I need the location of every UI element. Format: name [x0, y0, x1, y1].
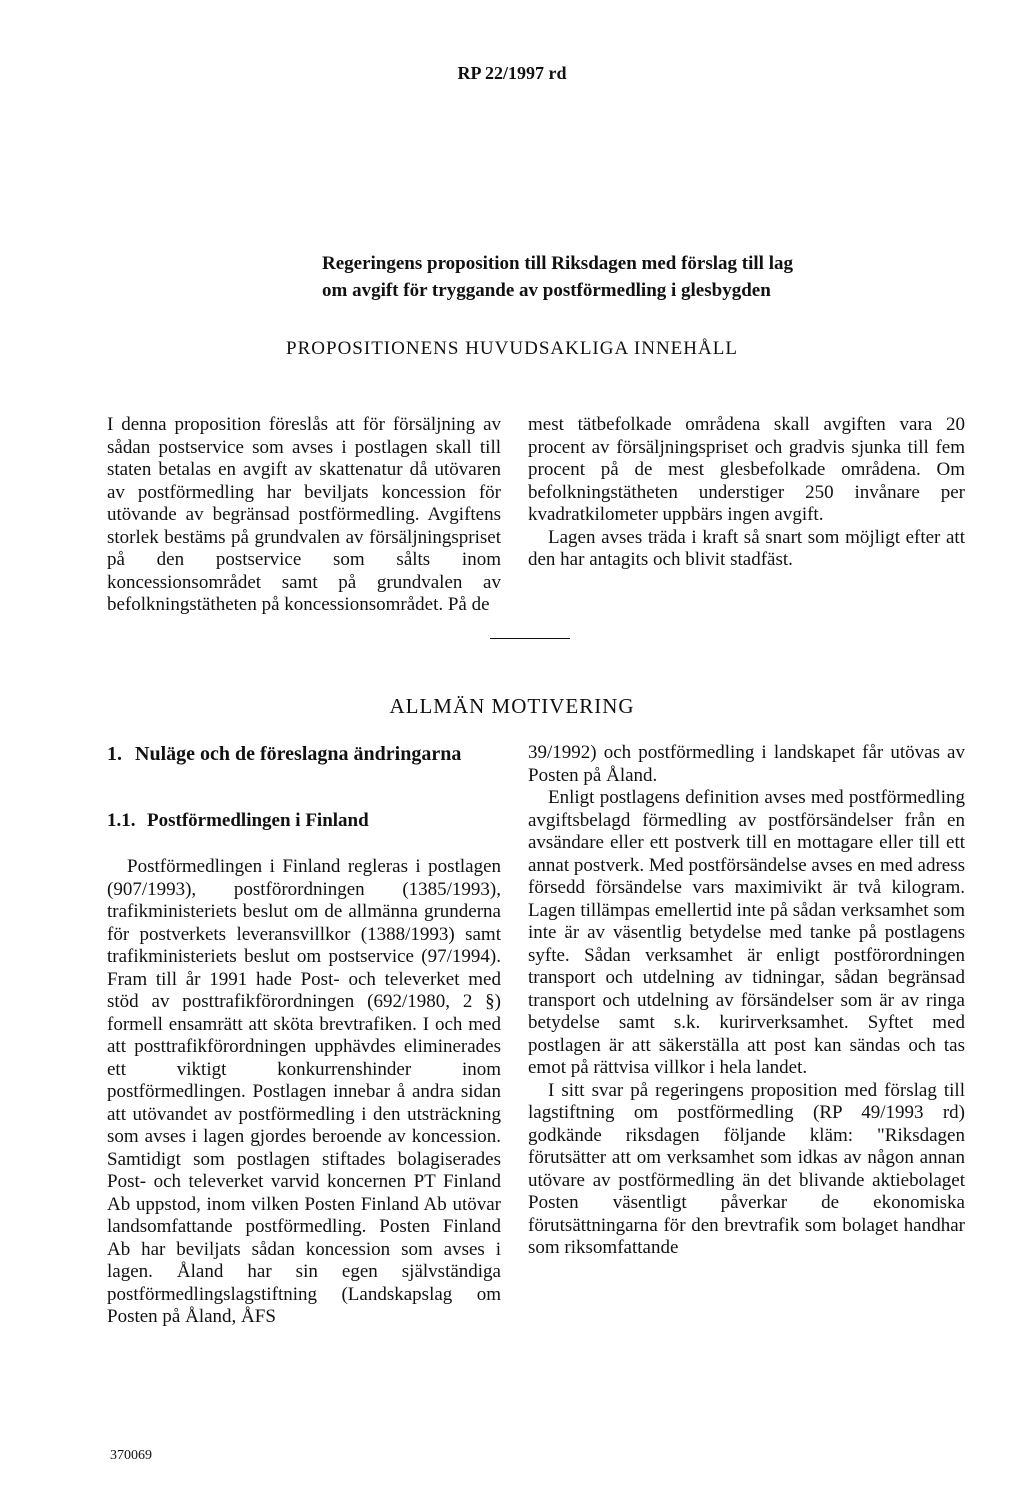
footer-print-code: 370069	[110, 1448, 152, 1463]
section-number: 1.1.	[107, 810, 136, 831]
summary-paragraph: Lagen avses träda i kraft så snart som möjligt efter att den har antagits och blivit stadfäst.	[528, 526, 965, 570]
summary-left-column	[107, 414, 501, 617]
title-line-2: om avgift för tryggande av postförmedling i glesbygden	[322, 280, 771, 301]
motivation-heading: ALLMÄN MOTIVERING	[389, 694, 635, 718]
summary-paragraph: I denna proposition föreslås att för försäljning av sådan postservice som avses i postlagen skall till staten betalas en avgift av skattenatur då utövaren av postförmedling har beviljats koncession för utövande av begränsad postförmedling. Avgiftens storlek bestäms på grundvalen av försäljningspriset på den postservice som sålts inom koncessionsområdet samt på grundvalen av befolkningstätheten på koncessionsområdet. På de	[107, 414, 501, 615]
document-number: RP 22/1997 rd	[457, 63, 567, 83]
section-1-1-heading	[107, 810, 501, 832]
summary-heading: PROPOSITIONENS HUVUDSAKLIGA INNEHÅLL	[286, 338, 738, 359]
section-title: Postförmedlingen i Finland	[147, 810, 369, 831]
body-paragraph: Enligt postlagens definition avses med postförmedling avgiftsbelagd förmedling av postförsändelser från en avsändare eller ett postverk till en mottagare eller till ett annat postverk. Med postförsändelse avses en med adress försedd försändelse vars maximivikt är två kilogram. Lagen tillämpas emellertid inte på sådan verksamhet som inte är av väsentlig betydelse med tanke på postlagens syfte. Sådan verksamhet är enligt postförordningen transport och utdelning av tidningar, sådan begränsad transport och utdelning av försändelser som är av ringa betydelse samt s.k. kurirverksamhet. Syftet med postlagen är att säkerställa att post kan sändas och tas emot på rättvisa villkor i hela landet.	[528, 787, 965, 1078]
body-paragraph: I sitt svar på regeringens proposition med förslag till lagstiftning om postförmedling (RP 49/1993 rd) godkände riksdagen följande kläm: "Riksdagen förutsätter att om verksamhet som idkas av någon annan utövare av postförmedling än det blivande aktiebolaget Posten väsentligt påverkar de ekonomiska förutsättningarna för den brevtrafik som bolaget handhar som riksomfattande	[528, 1079, 965, 1258]
body-right-column	[528, 742, 965, 1260]
body-paragraph: 39/1992) och postförmedling i landskapet får utövas av Posten på Åland.	[528, 742, 965, 786]
section-1-heading	[107, 742, 501, 766]
summary-paragraph: mest tätbefolkade områdena skall avgiften vara 20 procent av försäljningspriset och gradvis sjunka till fem procent på de mest glesbefolkade områdena. Om befolkningstätheten understiger 250 invånare per kvadratkilometer uppbärs ingen avgift.	[528, 414, 965, 525]
section-divider	[490, 638, 570, 639]
proposition-title	[322, 250, 962, 304]
title-line-1: Regeringens proposition till Riksdagen med förslag till lag	[322, 253, 793, 274]
section-title: Nuläge och de föreslagna ändringarna	[135, 743, 462, 765]
summary-right-column	[528, 414, 965, 572]
section-number: 1.	[107, 743, 122, 765]
body-left-column	[107, 856, 501, 1329]
body-paragraph: Postförmedlingen i Finland regleras i postlagen (907/1993), postförordningen (1385/1993), trafikministeriets beslut om de allmänna grunderna för postverkets leveransvillkor (1388/1993) samt trafikministeriets beslut om postservice (97/1994). Fram till år 1991 hade Post- och televerket med stöd av posttrafikförordningen (692/1980, 2 §) formell ensamrätt att sköta brevtrafiken. I och med att posttrafikförordningen upphävdes eliminerades ett viktigt konkurrenshinder inom postförmedlingen. Postlagen innebar å andra sidan att utövandet av postförmedling i den utsträckning som avses i lagen gjordes beroende av koncession. Samtidigt som postlagen stiftades bolagiserades Post- och televerket varvid koncernen PT Finland Ab uppstod, inom vilken Posten Finland Ab utövar landsomfattande postförmedling. Posten Finland Ab har beviljats sådan koncession som avses i lagen. Åland har sin egen självständiga postförmedlingslagstiftning (Landskapslag om Posten på Åland, ÅFS	[107, 856, 501, 1327]
